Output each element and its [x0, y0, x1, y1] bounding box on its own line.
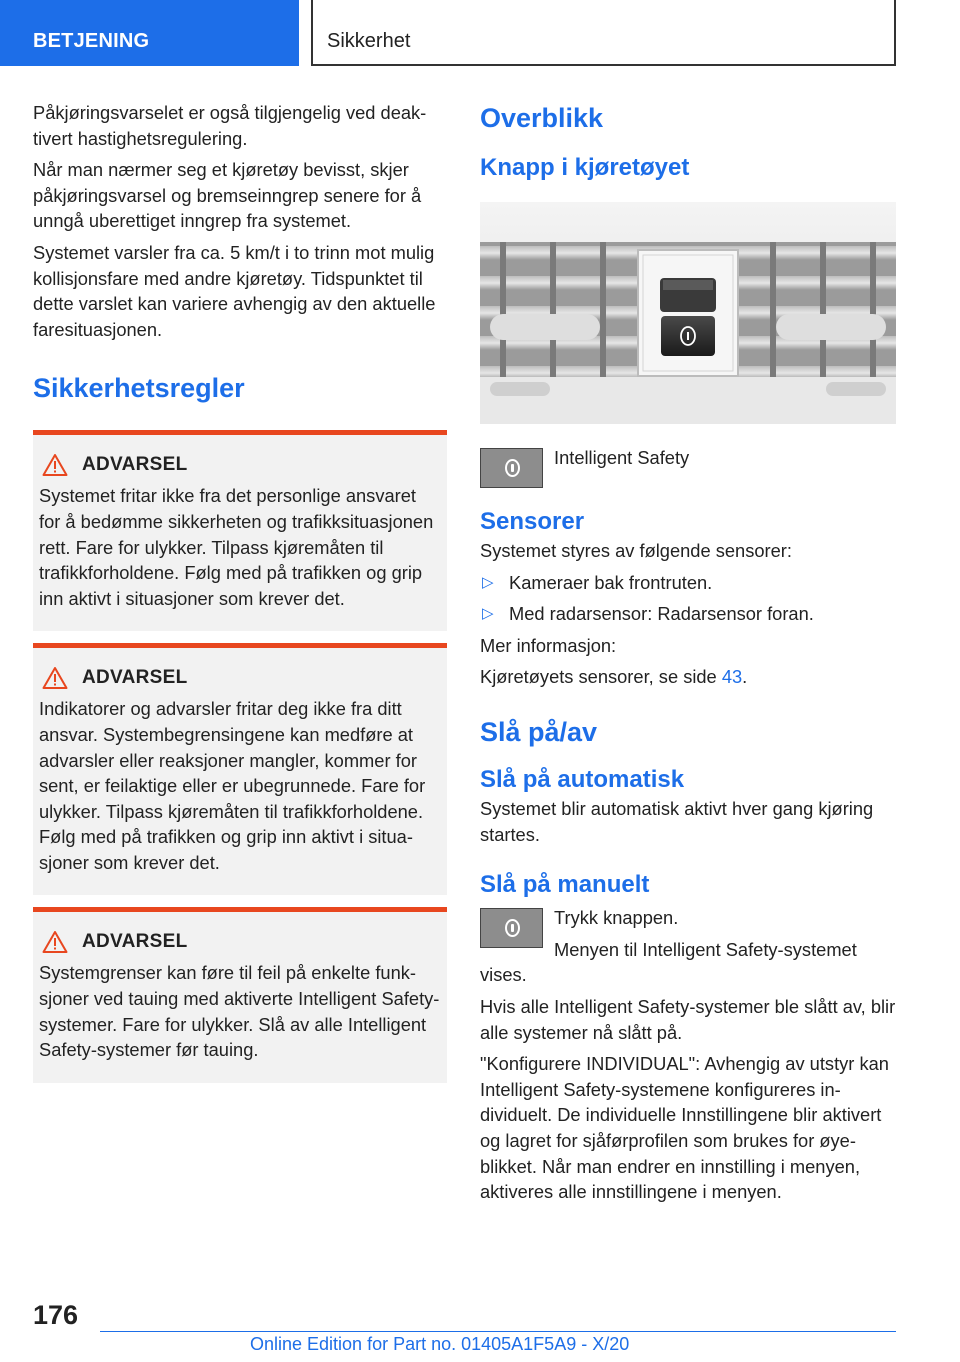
manual-step	[480, 905, 896, 994]
section-tab	[311, 0, 896, 66]
page-link[interactable]: 43	[721, 666, 743, 688]
vehicle-button-photo	[480, 202, 896, 424]
footer-divider	[100, 1331, 896, 1332]
auto-text: Systemet blir automatisk aktivt hver gang kjøring startes.	[480, 797, 874, 845]
list-item: ▷ Kameraer bak frontruten.	[480, 570, 896, 596]
manual-paragraph-1: Hvis alle Intelligent Safety-systemer ble slått av, blir alle systemer nå slått på.	[480, 995, 896, 1043]
warning-title: ADVARSEL	[82, 931, 188, 953]
intelligent-safety-icon	[480, 448, 543, 488]
sensors-heading: Sensorer	[480, 508, 585, 535]
right-column	[480, 100, 896, 1211]
warning-text: Indikatorer og advarsler fritar deg ikke fra ditt ansvar. Systembegrensingene kan medføre at advarsler eller reaksjoner mangler, kommer for sent, er feilaktige eller er ubegrunnede. Fare for ulykker. Tilpass kjøremåten til trafikkforholdene. Følg med på trafikken og grip inn aktivt i situasjoner som krever det.	[39, 698, 426, 873]
warning-triangle-icon	[42, 930, 68, 954]
warning-title: ADVARSEL	[82, 454, 188, 476]
section-title: Sikkerhet	[327, 30, 411, 52]
warning-box-2	[33, 643, 447, 895]
warning-box-1	[33, 430, 447, 631]
auto-heading: Slå på automatisk	[480, 765, 685, 793]
overview-heading: Overblikk	[480, 103, 604, 133]
page-number: 176	[33, 1300, 79, 1330]
button-label: Intelligent Safety	[554, 447, 690, 468]
chapter-title: BETJENING	[33, 30, 150, 52]
left-column	[33, 100, 447, 1095]
more-info-reference: Kjøretøyets sensorer, se side 43.	[480, 666, 748, 688]
button-legend	[480, 445, 896, 488]
intro-paragraph-3: Systemet varsler fra ca. 5 km/t i to trinn mot mulig kollisjonsfare med andre kjøretøy. Tidspunktet til dette varslet kan variere avhengig av den aktuelle faresituasjonen.	[33, 241, 436, 340]
chapter-tab	[0, 0, 299, 66]
intro-paragraph-2: Når man nærmer seg et kjøretøy bevisst, skjer påkjøringsvarsel og bremseinngrep senere for å unngå uberettiget inngrep fra systemet.	[33, 159, 422, 232]
warning-box-3	[33, 907, 447, 1082]
intro-paragraph-1: Påkjøringsvarselet er også tilgjengelig ved deaktivert hastighetsregulering.	[33, 102, 427, 149]
warning-triangle-icon	[42, 453, 68, 477]
footer-edition: Online Edition for Part no. 01405A1F5A9 - X/20	[250, 1334, 630, 1354]
safety-heading: Sikkerhetsregler	[33, 373, 245, 404]
sensors-list	[480, 570, 896, 627]
sensors-intro: Systemet styres av følgende sensorer:	[480, 540, 792, 561]
onoff-heading: Slå på/av	[480, 716, 598, 747]
list-item: ▷ Med radarsensor: Radarsensor foran.	[480, 601, 896, 627]
warning-text: Systemgrenser kan føre til feil på enkelte funksjoner ved tauing med aktiverte Intelligent Safety-systemer. Fare for ulykker. Slå av alle Intelligent Safety-systemer før tauing.	[39, 962, 440, 1061]
manual-paragraph-2: "Konfigurere INDIVIDUAL": Avhengig av utstyr kan Intelligent Safety-systemene konfigureres individuelt. De individuelle Innstillingene blir aktivert og lagret for sjåførprofilen som brukes for øyeblikket. Når man endrer en innstilling i menyen, aktiveres alle innstillingene i menyen.	[480, 1053, 889, 1203]
triangle-bullet-icon: ▷	[482, 605, 494, 623]
manual-step-1: Trykk knappen.	[554, 907, 679, 929]
warning-title: ADVARSEL	[82, 667, 188, 689]
triangle-bullet-icon: ▷	[482, 573, 494, 591]
button-heading: Knapp i kjøretøyet	[480, 154, 690, 181]
warning-triangle-icon	[42, 666, 68, 690]
manual-heading: Slå på manuelt	[480, 871, 650, 899]
more-info-label: Mer informasjon:	[480, 634, 617, 656]
intelligent-safety-icon	[480, 908, 543, 948]
warning-text: Systemet fritar ikke fra det personlige ansvaret for å bedømme sikkerheten og trafikksituasjonen rett. Fare for ulykker. Tilpass kjøremåten til trafikkforholdene. Følg med på trafikken og grip inn aktivt i situasjoner som krever det.	[39, 485, 434, 609]
manual-step-2: Menyen til Intelligent Safety-systemet vises.	[480, 938, 857, 986]
